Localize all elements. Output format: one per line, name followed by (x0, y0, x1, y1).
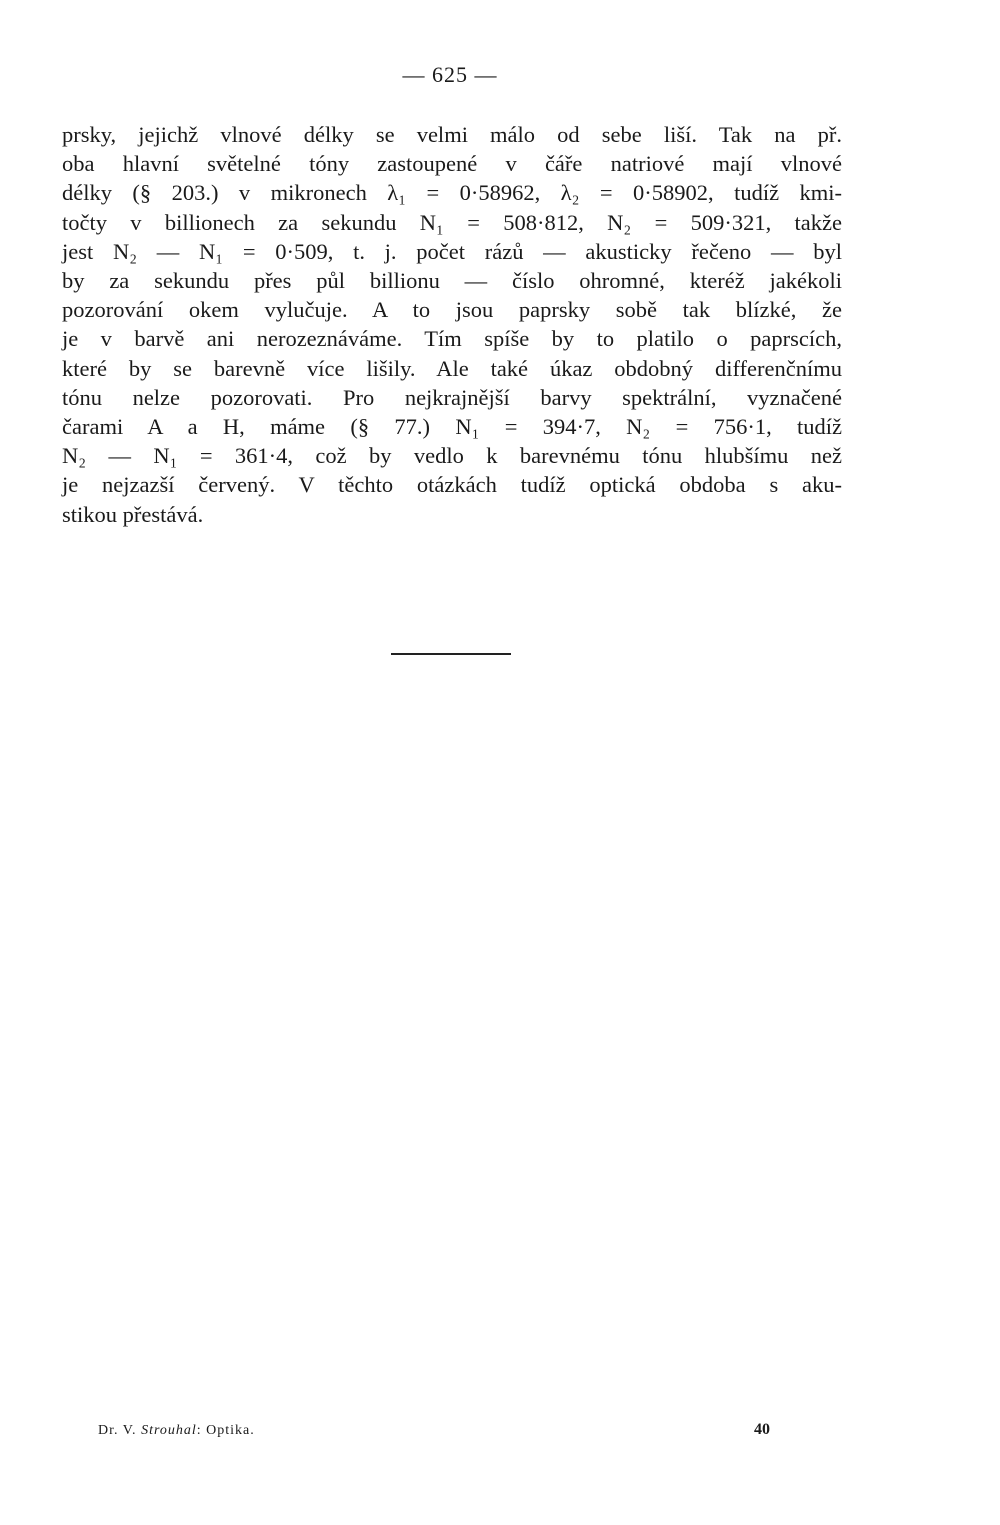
text-line: délky (§ 203.) v mikronech λ₁ = 0·58962, λ₂ = 0·58902, tudíž kmi- (62, 180, 842, 206)
page-number: — 625 — (402, 62, 498, 87)
signature-mark: 40 (754, 1421, 770, 1438)
text-line: prsky, jejichž vlnové délky se velmi málo od sebe liší. Tak na př. (62, 122, 842, 147)
text-line: oba hlavní světelné tóny zastoupené v čáře natriové mají vlnové (62, 151, 842, 177)
text-line: je v barvě ani nerozeznáváme. Tím spíše by to platilo o paprscích, (62, 326, 842, 352)
text-line: je nejzazší červený. V těchto otázkách tudíž optická obdoba s aku- (62, 472, 842, 498)
text-line: čarami A a H, máme (§ 77.) N₁ = 394·7, N₂ = 756·1, tudíž (62, 414, 842, 440)
text-line: by za sekundu přes půl billionu — číslo ohromné, kteréž jakékoli (62, 268, 842, 294)
footer-prefix: Dr. V. (98, 1423, 142, 1438)
body-text (62, 120, 842, 529)
footer-suffix: : Optika. (196, 1423, 255, 1438)
text-line: točty v billionech za sekundu N₁ = 508·812, N₂ = 509·321, takže (62, 209, 842, 235)
section-divider (391, 653, 511, 655)
text-line: jest N₂ — N₁ = 0·509, t. j. počet rázů — akusticky řečeno — byl (62, 238, 842, 264)
text-line: pozorování okem vylučuje. A to jsou paprsky sobě tak blízké, že (62, 297, 842, 323)
text-line: N₂ — N₁ = 361·4, což by vedlo k barevnému tónu hlubšímu než (62, 443, 842, 469)
footer-author: Strouhal (141, 1423, 197, 1438)
text-line: stikou přestává. (62, 501, 204, 527)
text-line: tónu nelze pozorovati. Pro nejkrajnější barvy spektrální, vyznačené (62, 384, 842, 410)
footer-imprint (98, 1423, 255, 1439)
text-line: které by se barevně více lišily. Ale také úkaz obdobný differenčnímu (62, 355, 842, 381)
